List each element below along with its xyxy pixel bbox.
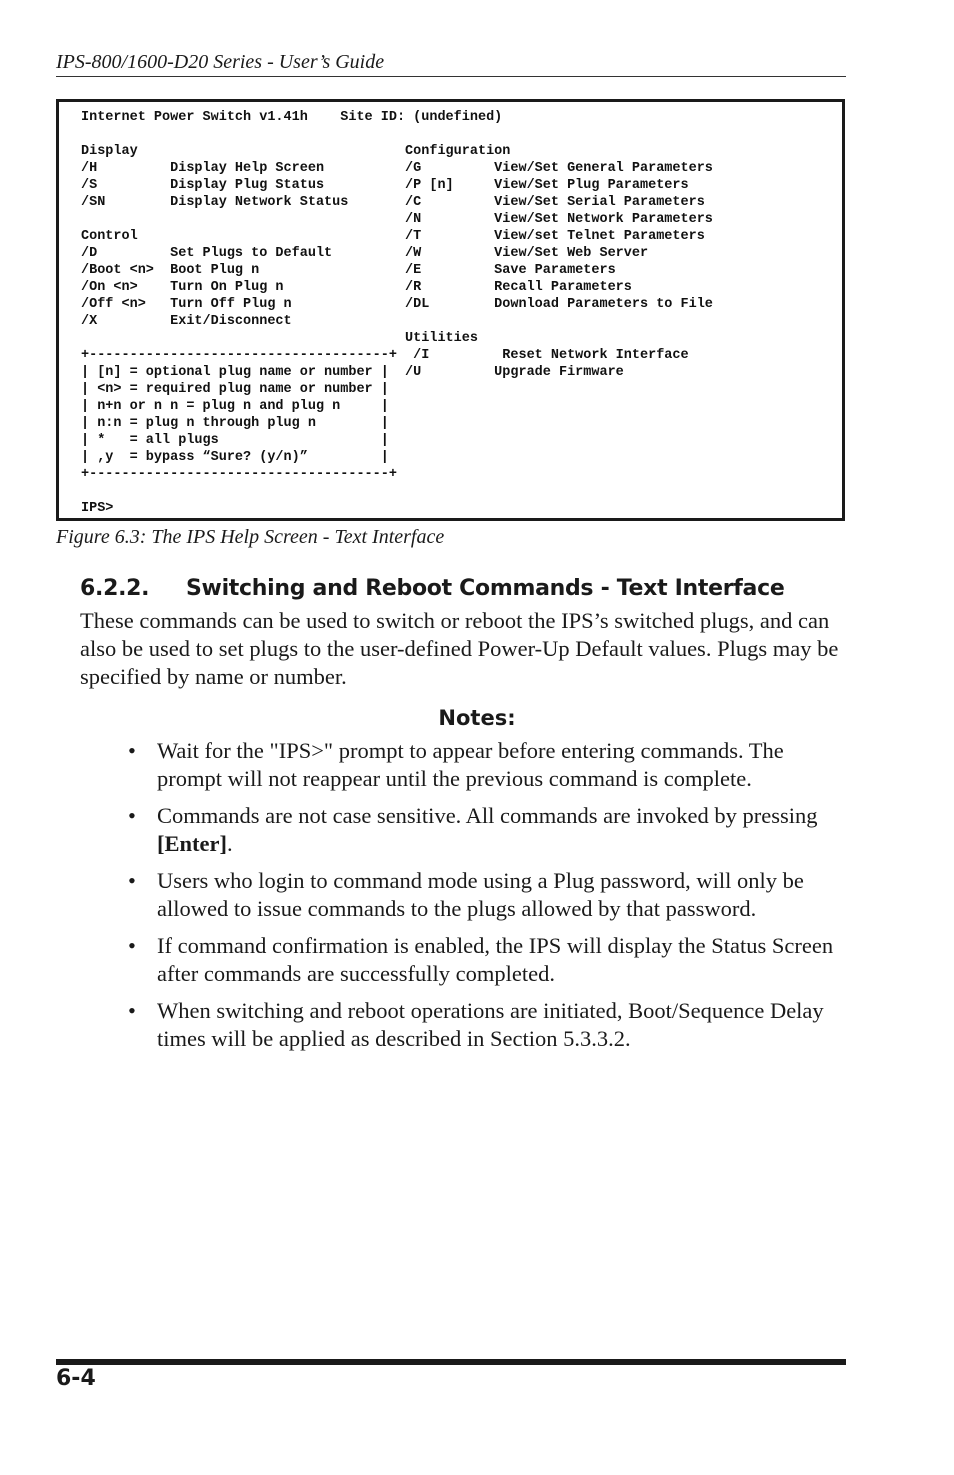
note-item [157,802,847,858]
terminal-help-text: Internet Power Switch v1.41h Site ID: (undefined) Display Configuration /H Display Help Screen /G View/Set General Parameters /S Display Plug Status /P [n] View/Set Plug Parameters /SN Display Network Status /C View/Set Serial Parameters /N View/Set Network Parameters Control /T View/set Telnet Parameters /D Set Plugs to Default /W View/Set Web Server /Boot <n> Boot Plug n /E Save Parameters /On <n> Turn On Plug n /R Recall Parameters /Off <n> Turn Off Plug n /DL Download Parameters to File /X Exit/Disconnect Utilities +-------------------------------------+ /I Reset Network Interface | [n] = optional plug name or number | /U Upgrade Firmware | <n> = required plug name or number | | n+n or n n = plug n and plug n | | n:n = plug n through plug n | | * = all plugs | | ,y = bypass “Sure? (y/n)” | +-------------------------------------+ IPS> [81,110,713,516]
note-item: • Users who login to command mode using a Plug password, will only be allowed to issue commands to the plugs allowed by that password. [157,867,847,923]
note-item: • Wait for the "IPS>" prompt to appear before entering commands. The prompt will not reappear until the previous command is complete. [157,737,847,793]
figure-caption: Figure 6.3: The IPS Help Screen - Text Interface [56,526,445,548]
note-text: . [226,831,233,856]
note-item: • If command confirmation is enabled, the IPS will display the Status Screen after commands are successfully completed. [157,932,847,988]
footer-rule [56,1359,846,1365]
note-text: Commands are not case sensitive. All commands are invoked by pressing [157,803,818,828]
header-rule [56,76,846,77]
intro-paragraph: These commands can be used to switch or reboot the IPS’s switched plugs, and can also be used to set plugs to the user-defined Power-Up Default values. Plugs may be specified by name or number. [80,608,839,689]
section-number: 6.2.2. [80,576,150,601]
section-title: Switching and Reboot Commands - Text Interface [186,576,785,601]
terminal-screen-figure [56,99,845,521]
page-number: 6-4 [56,1366,96,1391]
notes-list [157,737,847,1062]
enter-key-label: [Enter] [157,831,227,856]
section-heading [80,576,784,601]
running-header: IPS-800/1600-D20 Series - User’s Guide [56,51,385,73]
note-item: • When switching and reboot operations are initiated, Boot/Sequence Delay times will be applied as described in Section 5.3.3.2. [157,997,847,1053]
notes-heading: Notes: [438,706,516,730]
